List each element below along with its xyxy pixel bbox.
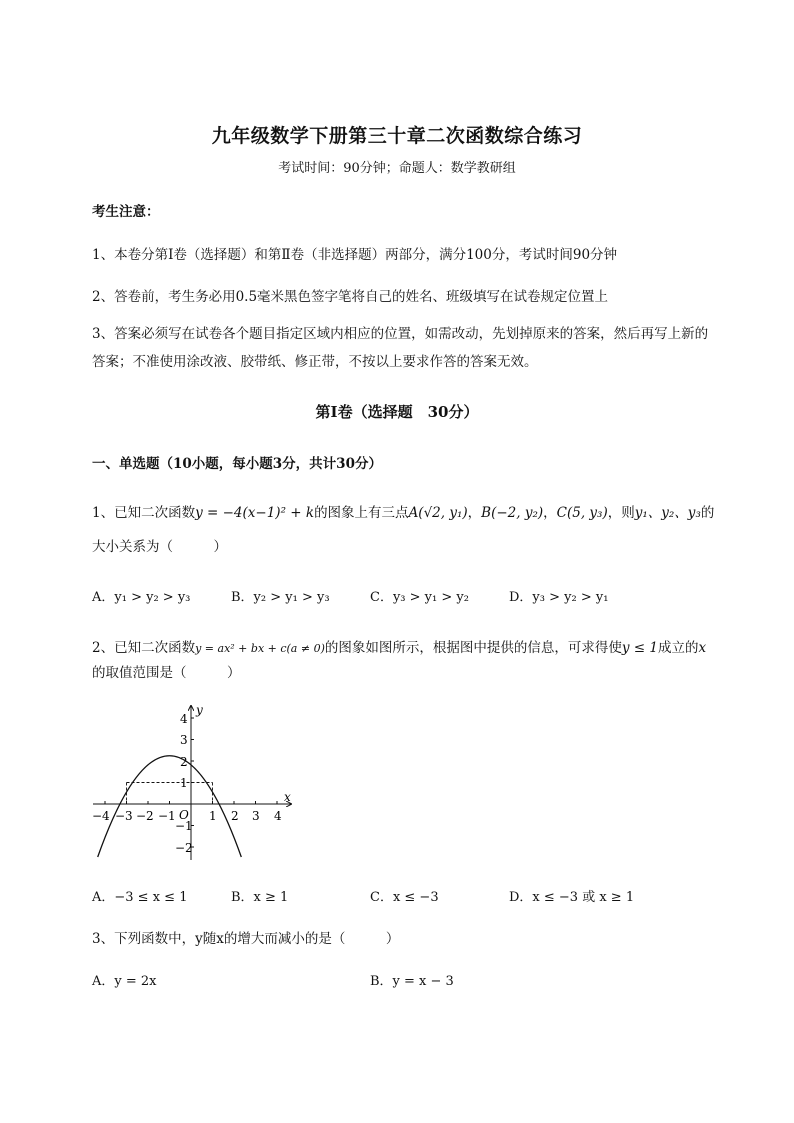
dashed-guides (127, 783, 213, 805)
x-tick-label: −4 (92, 809, 110, 823)
question-1-line-2: 大小关系为（ ） (92, 539, 227, 555)
x-tick-label: 4 (274, 809, 282, 823)
x-tick-label: −2 (136, 809, 154, 823)
exam-title: 九年级数学下册第三十章二次函数综合练习 (211, 125, 583, 147)
x-tick-label: 3 (252, 809, 260, 823)
q3-option-a[interactable]: A．y = 2x (92, 974, 157, 989)
origin-label: O (179, 808, 189, 822)
part-title: 一、单选题（10小题，每小题3分，共计30分） (92, 456, 382, 472)
y-tick-label: −1 (175, 819, 193, 833)
notice-heading: 考生注意： (92, 204, 160, 220)
q1-option-c[interactable]: C．y₃ > y₁ > y₂ (370, 590, 469, 605)
q1-option-d[interactable]: D．y₃ > y₂ > y₁ (509, 590, 609, 605)
q2-mid2: 成立的 (658, 640, 699, 656)
parabola-graph (88, 700, 298, 862)
question-1-line-1: 1、已知二次函数y = −4(x−1)² + k的图象上有三点A(√2, y₁)，B(−2, y₂)，C(5, y₃)，则y₁、y₂、y₃的 (92, 505, 715, 521)
q2-option-d[interactable]: D．x ≤ −3 或 x ≥ 1 (509, 890, 635, 905)
section-title: 第I卷（选择题 30分） (315, 403, 479, 421)
q3-option-b[interactable]: B．y = x − 3 (370, 974, 454, 989)
q1-option-a[interactable]: A．y₁ > y₂ > y₃ (92, 590, 191, 605)
q1-option-b[interactable]: B．y₂ > y₁ > y₃ (231, 590, 330, 605)
y-tick-label: 2 (180, 755, 188, 769)
q1-then: ，则 (607, 505, 635, 521)
question-2-line-1 (92, 636, 706, 656)
q1-prefix: 1、已知二次函数 (92, 505, 196, 521)
question-2-line-2: 的取值范围是（ ） (92, 665, 241, 681)
q2-prefix: 2、已知二次函数 (92, 640, 196, 656)
q1-ys: y₁、y₂、y₃ (634, 505, 701, 521)
exam-subtitle: 考试时间：90分钟；命题人：数学教研组 (278, 161, 516, 176)
x-tick-label: 2 (231, 809, 239, 823)
x-tick-label: −3 (115, 809, 133, 823)
q1-formula: y = −4(x−1)² + k (195, 505, 315, 521)
q2-option-a[interactable]: A．−3 ≤ x ≤ 1 (92, 890, 188, 905)
q2-option-c[interactable]: C．x ≤ −3 (370, 890, 439, 905)
q1-point-b: B(−2, y₂) (481, 505, 544, 521)
q2-condition: y ≤ 1 (621, 640, 658, 656)
x-axis-label: x (284, 790, 291, 804)
notice-item-3: 3、答案必须写在试卷各个题目指定区域内相应的位置，如需改动，先划掉原来的答案，然后再写上新的答案；不准使用涂改液、胶带纸、修正带，不按以上要求作答的答案无效。 (92, 326, 709, 370)
q1-tail: 的 (700, 505, 715, 521)
q2-var: x (698, 640, 707, 656)
y-tick-label: 3 (180, 733, 188, 747)
parabola-curve (98, 756, 242, 857)
q2-mid: 的图象如图所示，根据图中提供的信息，可求得使 (324, 640, 622, 656)
y-tick-label: −2 (175, 841, 193, 855)
q2-formula: y = ax² + bx + c(a ≠ 0) (195, 642, 325, 655)
q1-point-c: C(5, y₃) (556, 505, 608, 521)
notice-item-2: 2、答卷前，考生务必用0.5毫米黑色签字笔将自己的姓名、班级填写在试卷规定位置上 (92, 289, 609, 305)
question-3-stem: 3、下列函数中，y随x的增大而减小的是（ ） (92, 931, 400, 947)
y-tick-label: 4 (180, 712, 188, 726)
notice-item-1: 1、本卷分第I卷（选择题）和第Ⅱ卷（非选择题）两部分，满分100分，考试时间90分钟 (92, 247, 618, 263)
q1-point-a: A(√2, y₁) (408, 505, 468, 521)
x-tick-label: 1 (209, 809, 217, 823)
q2-option-b[interactable]: B．x ≥ 1 (231, 890, 289, 905)
y-axis-label: y (196, 703, 203, 717)
x-tick-label: −1 (158, 809, 176, 823)
y-tick-label: 1 (180, 776, 188, 790)
q1-mid: 的图象上有三点 (314, 505, 409, 521)
